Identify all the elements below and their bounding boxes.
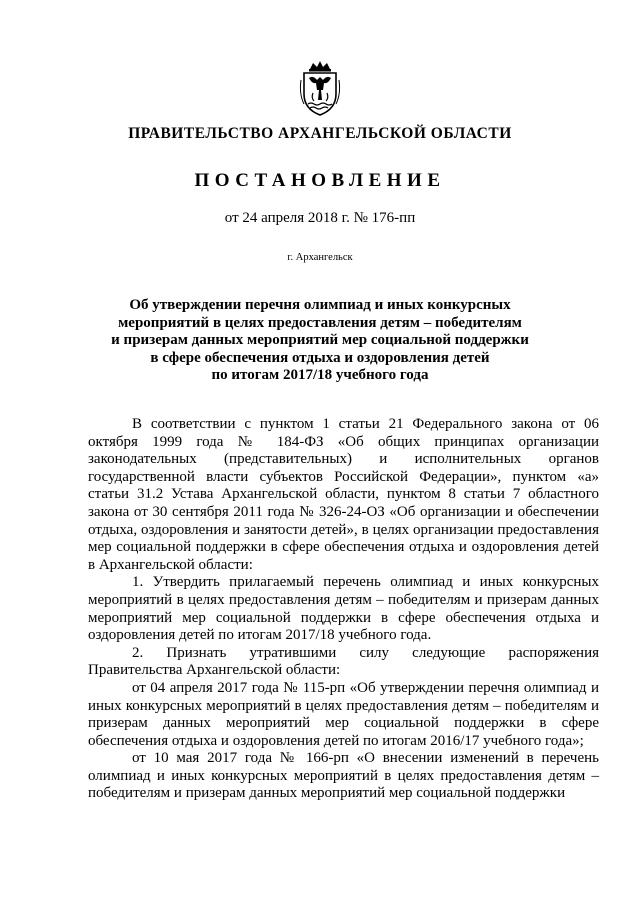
document-date-number: от 24 апреля 2018 г. № 176-пп <box>224 210 416 226</box>
title-line: Об утверждении перечня олимпиад и иных конкурсных <box>129 297 511 313</box>
title-line: в сфере обеспечения отдыха и оздоровления детей <box>150 349 490 366</box>
title-line: мероприятий в целях предоставления детям – победителям <box>118 314 522 331</box>
body-paragraph: 2. Признать утратившими силу следующие распоряжения Правительства Архангельской области: <box>88 644 599 679</box>
coat-of-arms-icon <box>297 60 343 118</box>
document-city: г. Архангельск <box>287 252 353 263</box>
title-line: и призерам данных мероприятий мер социальной поддержки <box>111 332 529 348</box>
title-line: по итогам 2017/18 учебного года <box>211 367 429 383</box>
document-body <box>88 416 599 803</box>
document-title <box>0 297 640 385</box>
body-paragraph: В соответствии с пунктом 1 статьи 21 Федерального закона от 06 октября 1999 года № 184-ФЗ «Об общих принципах организации законодательных (представительных) и исполнительных органов государственной власти субъектов Российской Федерации», пунктом «а» статьи 31.2 Устава Архангельской области, пунктом 8 статьи 7 областного закона от 30 сентября 2011 года № 326-24-ОЗ «Об организации и обеспечении отдыха, оздоровления и занятости детей», в целях организации предоставления мер социальной поддержки в сфере обеспечения отдыха и оздоровления детей в Архангельской области: <box>88 416 599 573</box>
organization-name: ПРАВИТЕЛЬСТВО АРХАНГЕЛЬСКОЙ ОБЛАСТИ <box>128 125 512 142</box>
document-type: ПОСТАНОВЛЕНИЕ <box>194 170 446 191</box>
body-paragraph: от 04 апреля 2017 года № 115-рп «Об утверждении перечня олимпиад и иных конкурсных мероприятий в целях предоставления детям – победителям и призерам данных мероприятий мер социальной поддержки в сфере обеспечения отдыха и оздоровления детей по итогам 2016/17 учебного года»; <box>88 679 599 749</box>
body-paragraph: 1. Утвердить прилагаемый перечень олимпиад и иных конкурсных мероприятий в целях предоставления детям – победителям и призерам данных мероприятий мер социальной поддержки в сфере обеспечения отдыха и оздоровления детей по итогам 2017/18 учебного года. <box>88 574 599 644</box>
body-paragraph: от 10 мая 2017 года № 166-рп «О внесении изменений в перечень олимпиад и иных конкурсных мероприятий в целях предоставления детям – победителям и призерам данных мероприятий мер социальной поддержки <box>88 750 599 802</box>
